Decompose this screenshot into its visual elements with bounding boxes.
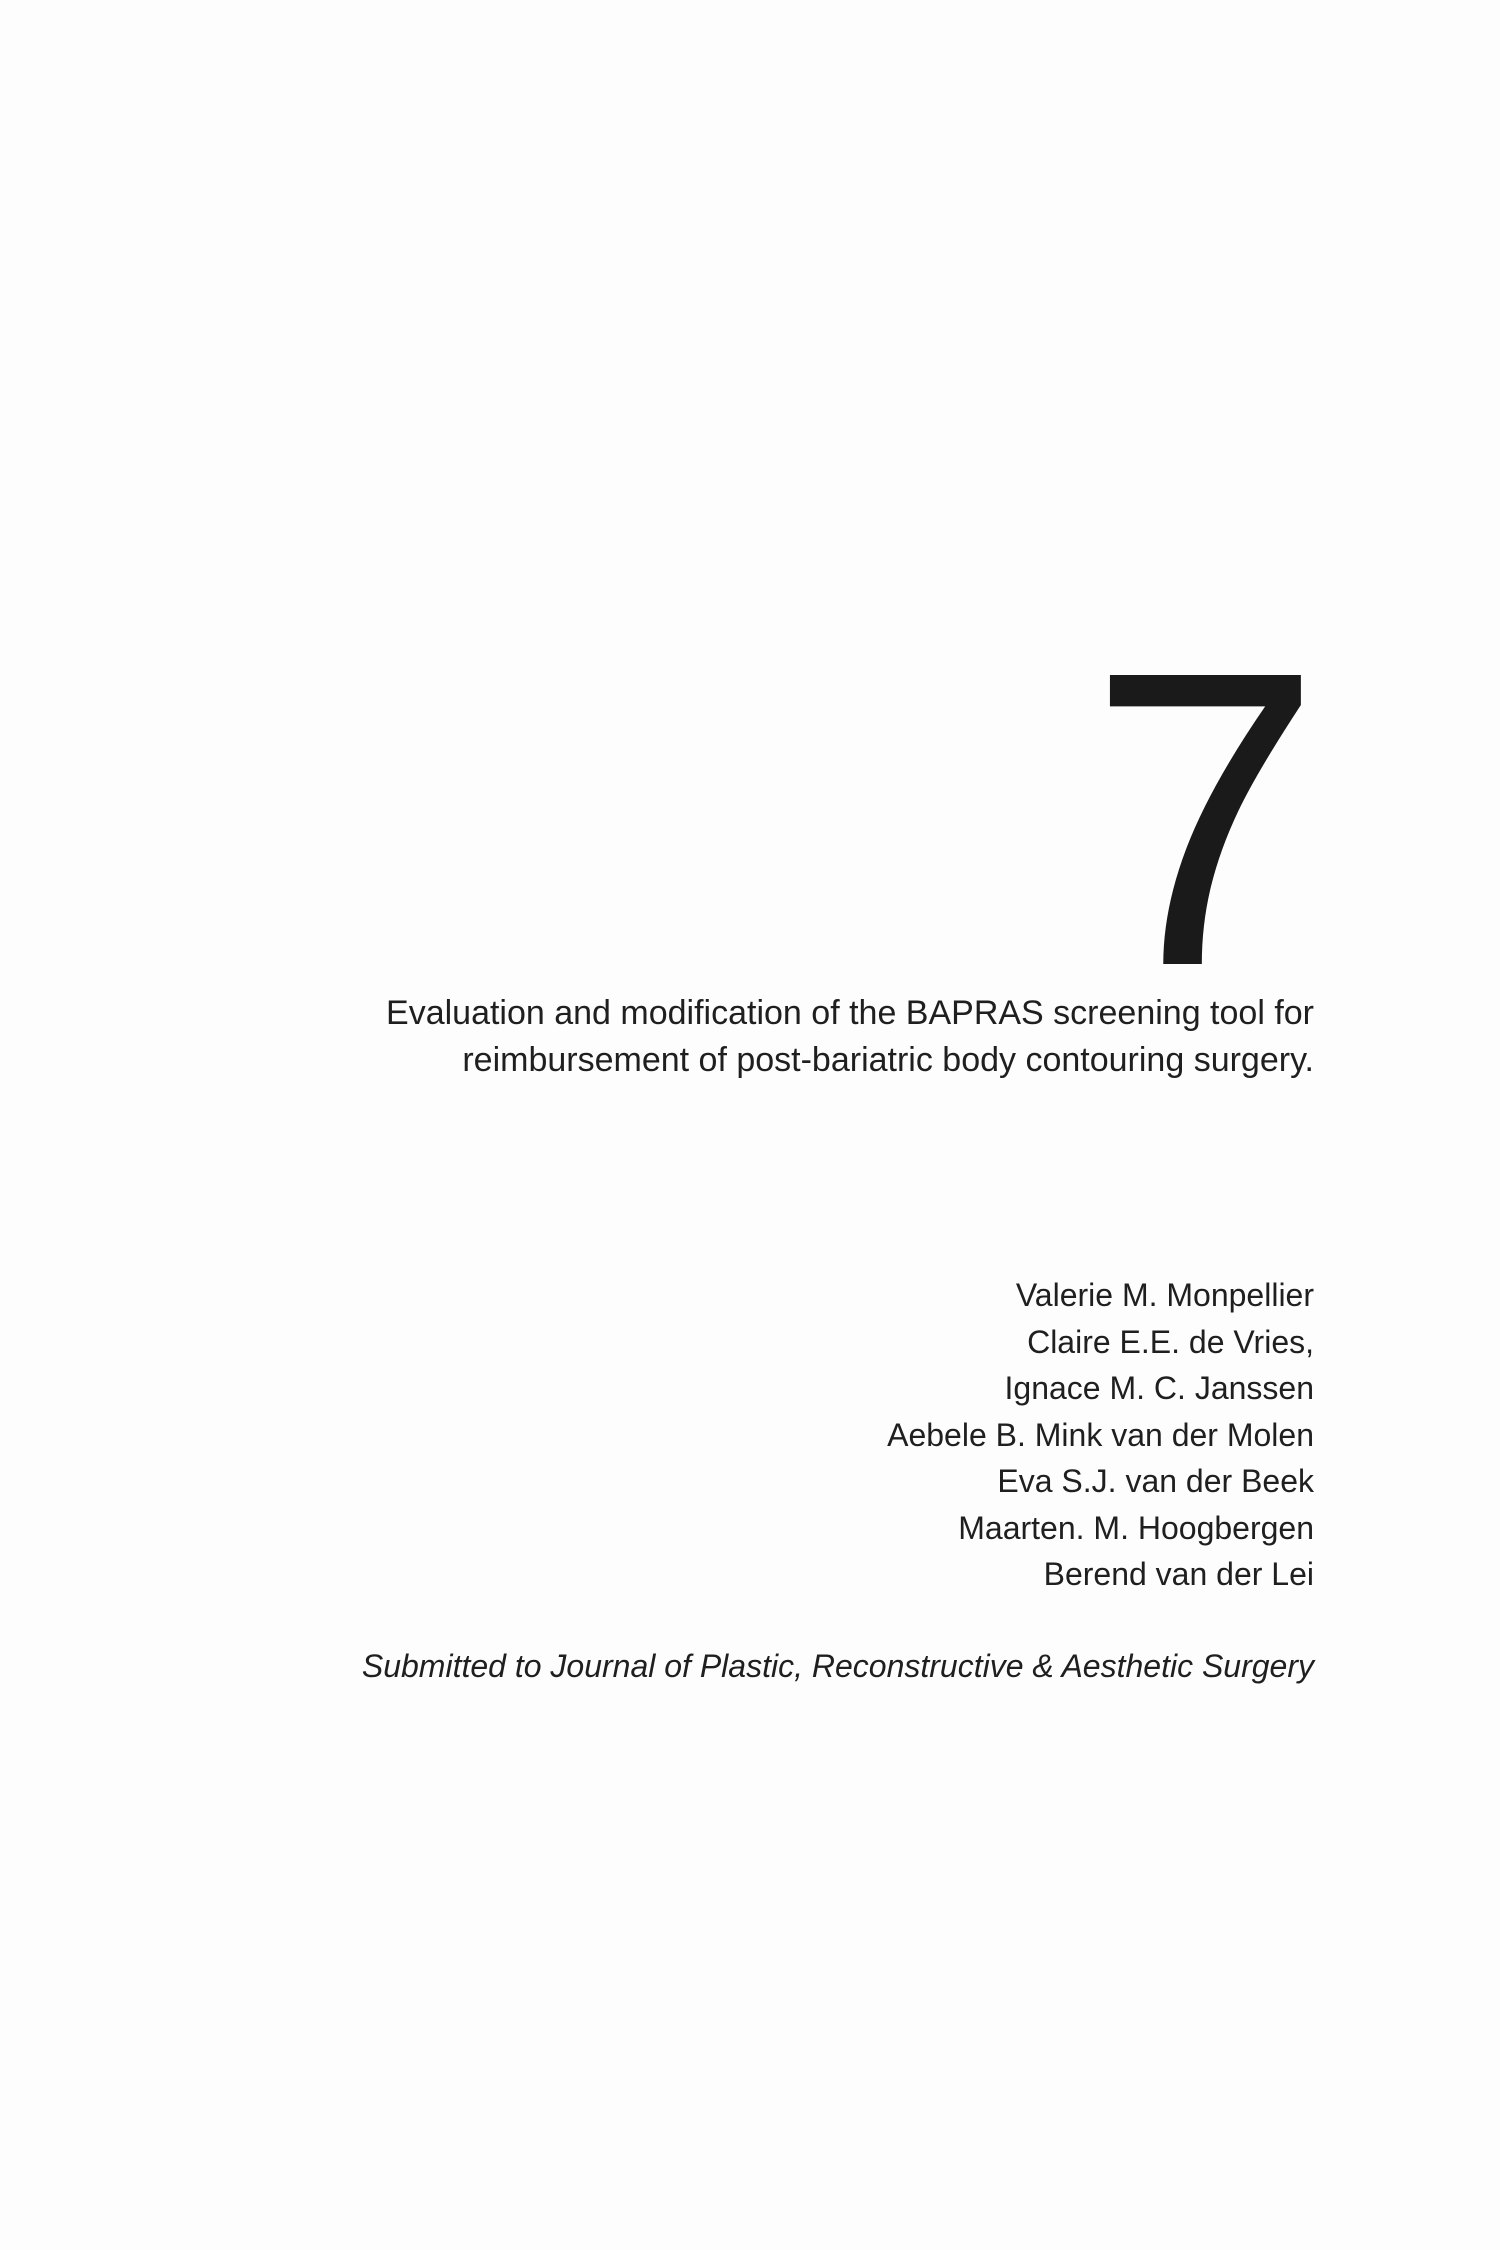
author-name: Valerie M. Monpellier bbox=[1015, 1277, 1314, 1313]
author-name: Ignace M. C. Janssen bbox=[1004, 1370, 1314, 1406]
author-name: Claire E.E. de Vries, bbox=[1027, 1323, 1314, 1360]
chapter-title-line: Evaluation and modification of the BAPRAS screening tool for bbox=[386, 994, 1314, 1032]
submission-note: Submitted to Journal of Plastic, Reconstructive & Aesthetic Surgery bbox=[361, 1648, 1314, 1684]
chapter-title bbox=[214, 990, 1314, 1084]
author-list bbox=[514, 1272, 1314, 1598]
author-name: Maarten. M. Hoogbergen bbox=[958, 1509, 1314, 1546]
author-name: Eva S.J. van der Beek bbox=[997, 1463, 1314, 1499]
chapter-title-line: reimbursement of post-bariatric body contouring surgery. bbox=[462, 1041, 1314, 1079]
author-name: Berend van der Lei bbox=[1043, 1556, 1314, 1592]
author-name: Aebele B. Mink van der Molen bbox=[887, 1416, 1314, 1453]
chapter-number: 7 bbox=[1088, 585, 1318, 1054]
